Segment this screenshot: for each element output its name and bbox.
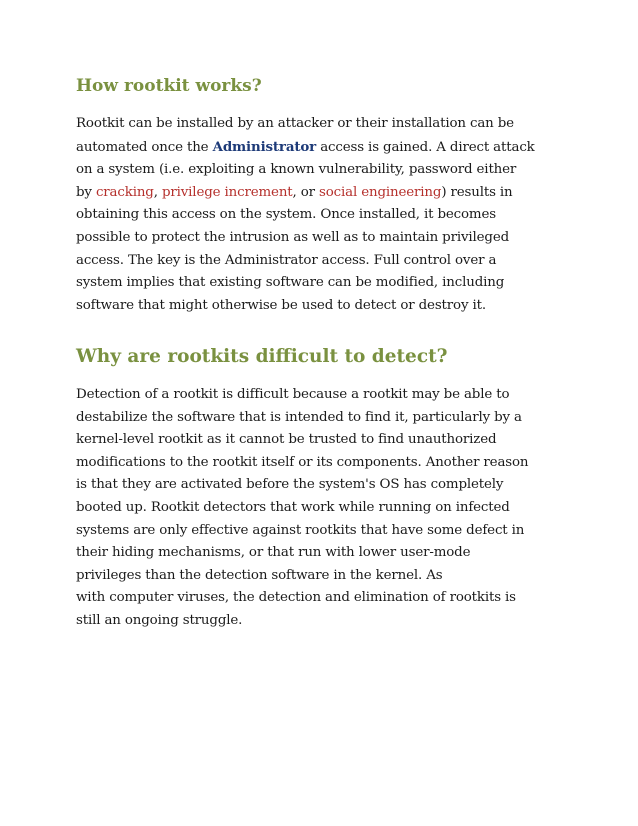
section-heading-how-rootkit-works: How rootkit works? <box>76 76 262 96</box>
text-line <box>76 452 576 475</box>
text-run: , <box>153 184 162 200</box>
text-line <box>76 565 576 588</box>
text-line <box>76 407 576 430</box>
text-run: system implies that existing software can be modified, including <box>76 275 505 291</box>
text-line <box>76 587 576 610</box>
text-line <box>76 204 576 227</box>
text-line <box>76 520 576 543</box>
text-run: destabilize the software that is intended to find it, particularly by a <box>76 409 522 425</box>
text-line <box>76 250 576 273</box>
hyperlink[interactable]: cracking <box>95 184 154 200</box>
text-line <box>76 272 576 295</box>
text-run: their hiding mechanisms, or that run with lower user-mode <box>76 545 471 561</box>
section-paragraph-why-difficult-to-detect <box>76 384 576 633</box>
text-line <box>76 227 576 250</box>
text-run: possible to protect the intrusion as well as to maintain privileged <box>76 229 510 245</box>
text-line <box>76 497 576 520</box>
text-run: on a system (i.e. exploiting a known vulnerability, password either <box>76 162 517 178</box>
text-run: , or <box>292 184 320 200</box>
text-run: is that they are activated before the system's OS has completely <box>76 477 504 493</box>
text-run: Rootkit can be installed by an attacker or their installation can be <box>76 116 514 131</box>
text-line <box>76 474 576 497</box>
text-run: access. The key is the Administrator access. Full control over a <box>76 252 497 268</box>
text-line <box>76 159 576 182</box>
text-line <box>76 384 576 407</box>
text-run: Detection of a rootkit is difficult because a rootkit may be able to <box>76 387 510 402</box>
hyperlink[interactable]: privilege increment <box>161 184 293 200</box>
text-run: with computer viruses, the detection and elimination of rootkits is <box>76 590 516 606</box>
text-line <box>76 429 576 452</box>
text-run: booted up. Rootkit detectors that work while running on infected <box>76 499 510 515</box>
text-run: modifications to the rootkit itself or its components. Another reason <box>76 454 529 470</box>
hyperlink[interactable]: social engineering <box>319 184 442 200</box>
text-line <box>76 136 576 160</box>
text-run: still an ongoing struggle. <box>76 612 243 628</box>
text-line <box>76 542 576 565</box>
text-run: systems are only effective against rootkits that have some defect in <box>76 522 525 538</box>
text-run: automated once the <box>76 139 213 155</box>
text-run: access is gained. A direct attack <box>316 139 535 155</box>
text-run: kernel-level rootkit as it cannot be trusted to find unauthorized <box>76 432 497 448</box>
text-run: software that might otherwise be used to detect or destroy it. <box>76 297 486 313</box>
text-run: by <box>76 184 96 200</box>
text-run: obtaining this access on the system. Once installed, it becomes <box>76 207 496 223</box>
section-paragraph-how-rootkit-works <box>76 113 576 317</box>
bold-link[interactable]: Administrator <box>212 138 317 155</box>
text-run: ) results in <box>441 184 513 200</box>
text-line <box>76 610 576 633</box>
section-heading-why-difficult-to-detect: Why are rootkits difficult to detect? <box>76 346 448 367</box>
text-line <box>76 295 576 318</box>
text-line <box>76 182 576 205</box>
text-run: privileges than the detection software in the kernel. As <box>76 567 443 583</box>
text-line <box>76 113 576 136</box>
